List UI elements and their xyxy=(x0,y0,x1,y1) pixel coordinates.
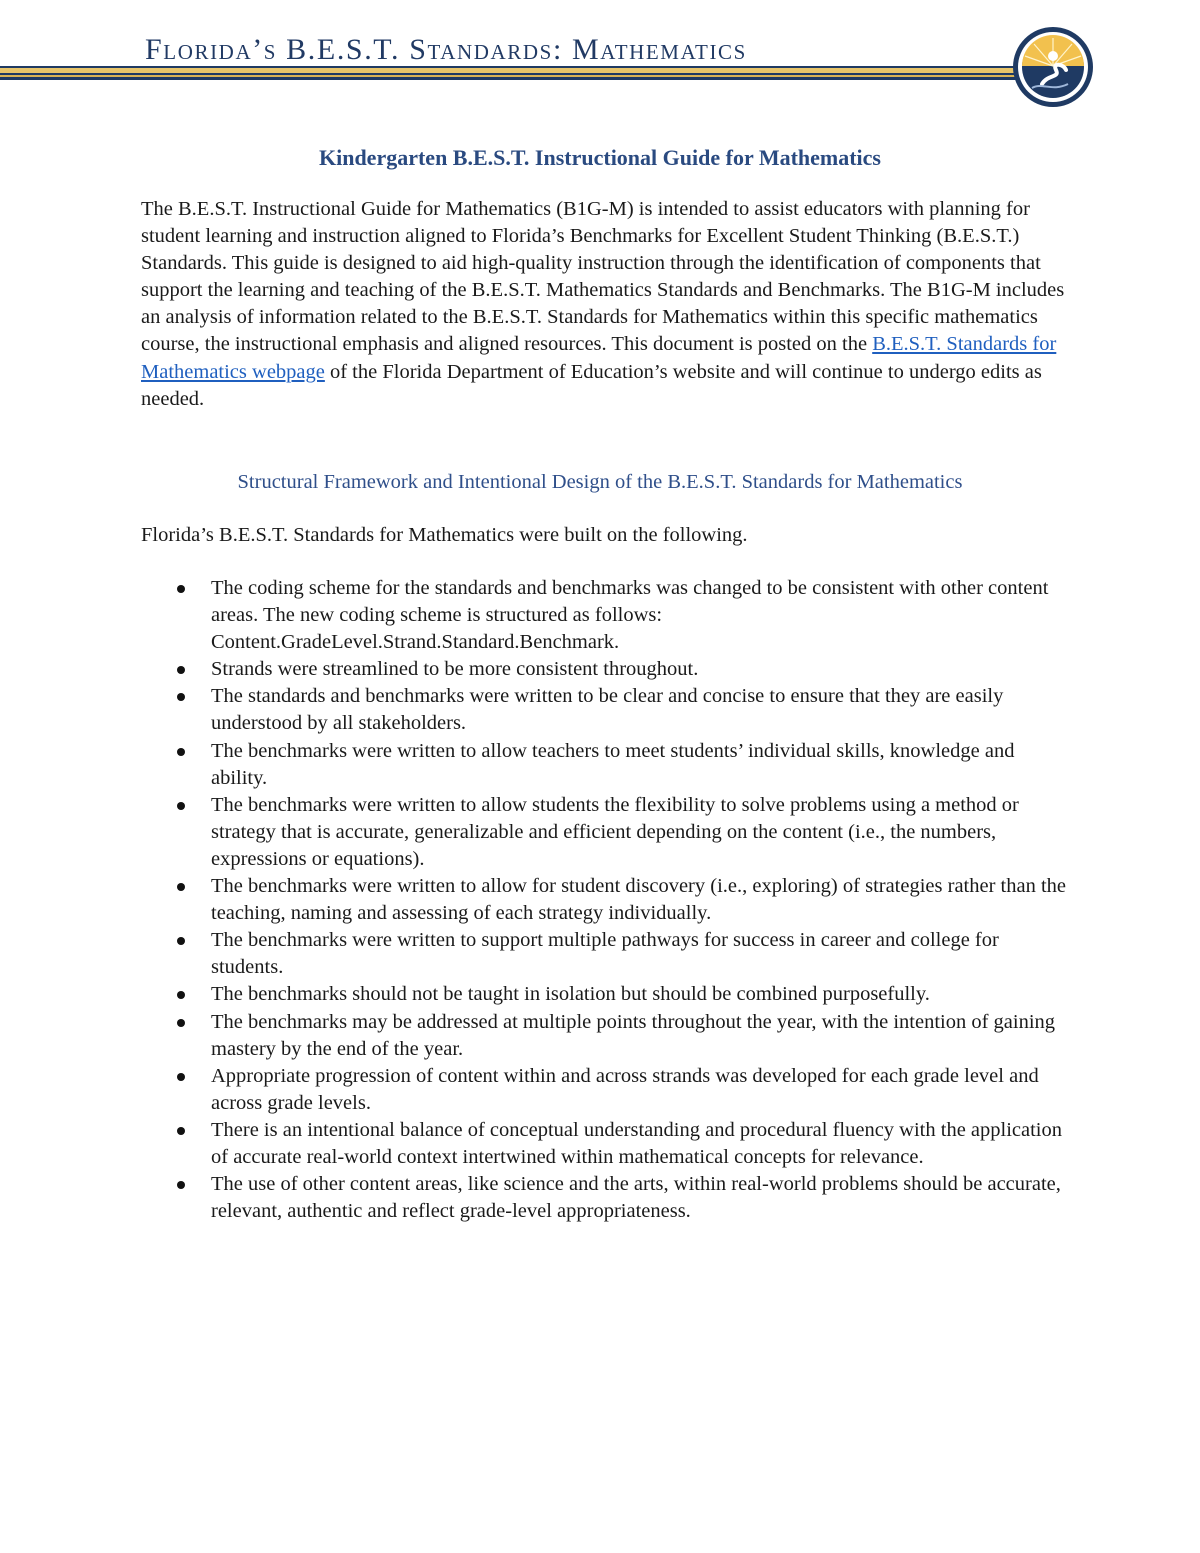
bullet-icon xyxy=(177,1019,185,1027)
intro-paragraph xyxy=(141,196,1071,413)
bullet-icon xyxy=(177,1073,185,1081)
bullet-item xyxy=(141,1009,1066,1063)
lead-sentence: Florida’s B.E.S.T. Standards for Mathematics were built on the following. xyxy=(141,524,748,546)
bullet-icon xyxy=(177,1181,185,1189)
intro-text-start: The B.E.S.T. Instructional Guide for Mathematics (B1G-M) is intended to assist educators with planning for student learning and instruction aligned to Florida’s Benchmarks for Excellent Student Thinking (B.E.S.T.) Standards. This guide is designed to aid high-quality instruction through the identification of components that support the learning and teaching of the B.E.S.T. Mathematics Standards and Benchmarks. The B1G-M includes an analysis of information related to the B.E.S.T. Standards for Mathematics within this specific mathematics course, the instructional emphasis and aligned resources. This document is posted on the xyxy=(141,198,1065,356)
bullet-text: The benchmarks were written to allow for student discovery (i.e., exploring) of strategies rather than the teaching, naming and assessing of each strategy individually. xyxy=(211,875,1067,925)
bullet-icon xyxy=(177,991,185,999)
bullet-icon xyxy=(177,693,185,701)
bullet-text: The use of other content areas, like science and the arts, within real-world problems should be accurate, relevant, authentic and reflect grade-level appropriateness. xyxy=(211,1173,1061,1223)
bullet-item xyxy=(141,1063,1066,1117)
intro-text-end: of the Florida Department of Education’s website and will continue to undergo edits as needed. xyxy=(141,360,1042,410)
bullet-icon xyxy=(177,666,185,674)
bullet-item xyxy=(141,656,1066,683)
bullet-icon xyxy=(177,748,185,756)
bullet-item xyxy=(141,792,1066,873)
framework-bullet-list xyxy=(141,575,1066,1225)
header-rule xyxy=(0,66,1016,80)
bullet-item xyxy=(141,683,1066,737)
bullet-item xyxy=(141,738,1066,792)
bullet-text: The benchmarks were written to support multiple pathways for success in career and college for students. xyxy=(211,929,999,979)
section-heading: Structural Framework and Intentional Design of the B.E.S.T. Standards for Mathematics xyxy=(237,471,963,493)
bullet-icon xyxy=(177,585,185,593)
bullet-item xyxy=(141,1117,1066,1171)
bullet-text: The benchmarks may be addressed at multiple points throughout the year, with the intention of gaining mastery by the end of the year. xyxy=(211,1010,1056,1060)
bullet-item xyxy=(141,1171,1066,1225)
bullet-text: The benchmarks should not be taught in isolation but should be combined purposefully. xyxy=(211,983,930,1006)
bullet-icon xyxy=(177,802,185,810)
header-gold-stripe xyxy=(0,68,1016,73)
bullet-text: The coding scheme for the standards and benchmarks was changed to be consistent with other content areas. The new coding scheme is structured as follows: Content.GradeLevel.Strand.Standard.Benchmark. xyxy=(211,577,1049,654)
bullet-item xyxy=(141,575,1066,656)
bullet-text: There is an intentional balance of conceptual understanding and procedural fluency with the application of accurate real-world context intertwined within mathematical concepts for relevance. xyxy=(211,1118,1063,1168)
bullet-text: Appropriate progression of content within and across strands was developed for each grade level and across grade levels. xyxy=(211,1064,1039,1114)
best-standards-webpage-link[interactable]: B.E.S.T. Standards for Mathematics webpage xyxy=(141,333,1057,383)
header-gold-stripe-thin xyxy=(0,75,1016,77)
bullet-icon xyxy=(177,1127,185,1135)
header-title: Florida’s B.E.S.T. Standards: Mathematics xyxy=(145,33,747,66)
bullet-icon xyxy=(177,883,185,891)
bullet-item xyxy=(141,927,1066,981)
bullet-item xyxy=(141,873,1066,927)
bullet-icon xyxy=(177,937,185,945)
bullet-text: The benchmarks were written to allow students the flexibility to solve problems using a method or strategy that is accurate, generalizable and efficient depending on the content (i.e., the numbers, expressions or equations). xyxy=(211,793,1019,870)
fdoe-logo-icon xyxy=(1012,26,1094,108)
bullet-text: The benchmarks were written to allow teachers to meet students’ individual skills, knowledge and ability. xyxy=(211,739,1015,789)
bullet-text: Strands were streamlined to be more consistent throughout. xyxy=(211,658,699,681)
document-title: Kindergarten B.E.S.T. Instructional Guide for Mathematics xyxy=(318,145,881,170)
bullet-text: The standards and benchmarks were written to be clear and concise to ensure that they are easily understood by all stakeholders. xyxy=(211,685,1004,735)
bullet-item xyxy=(141,981,1066,1008)
